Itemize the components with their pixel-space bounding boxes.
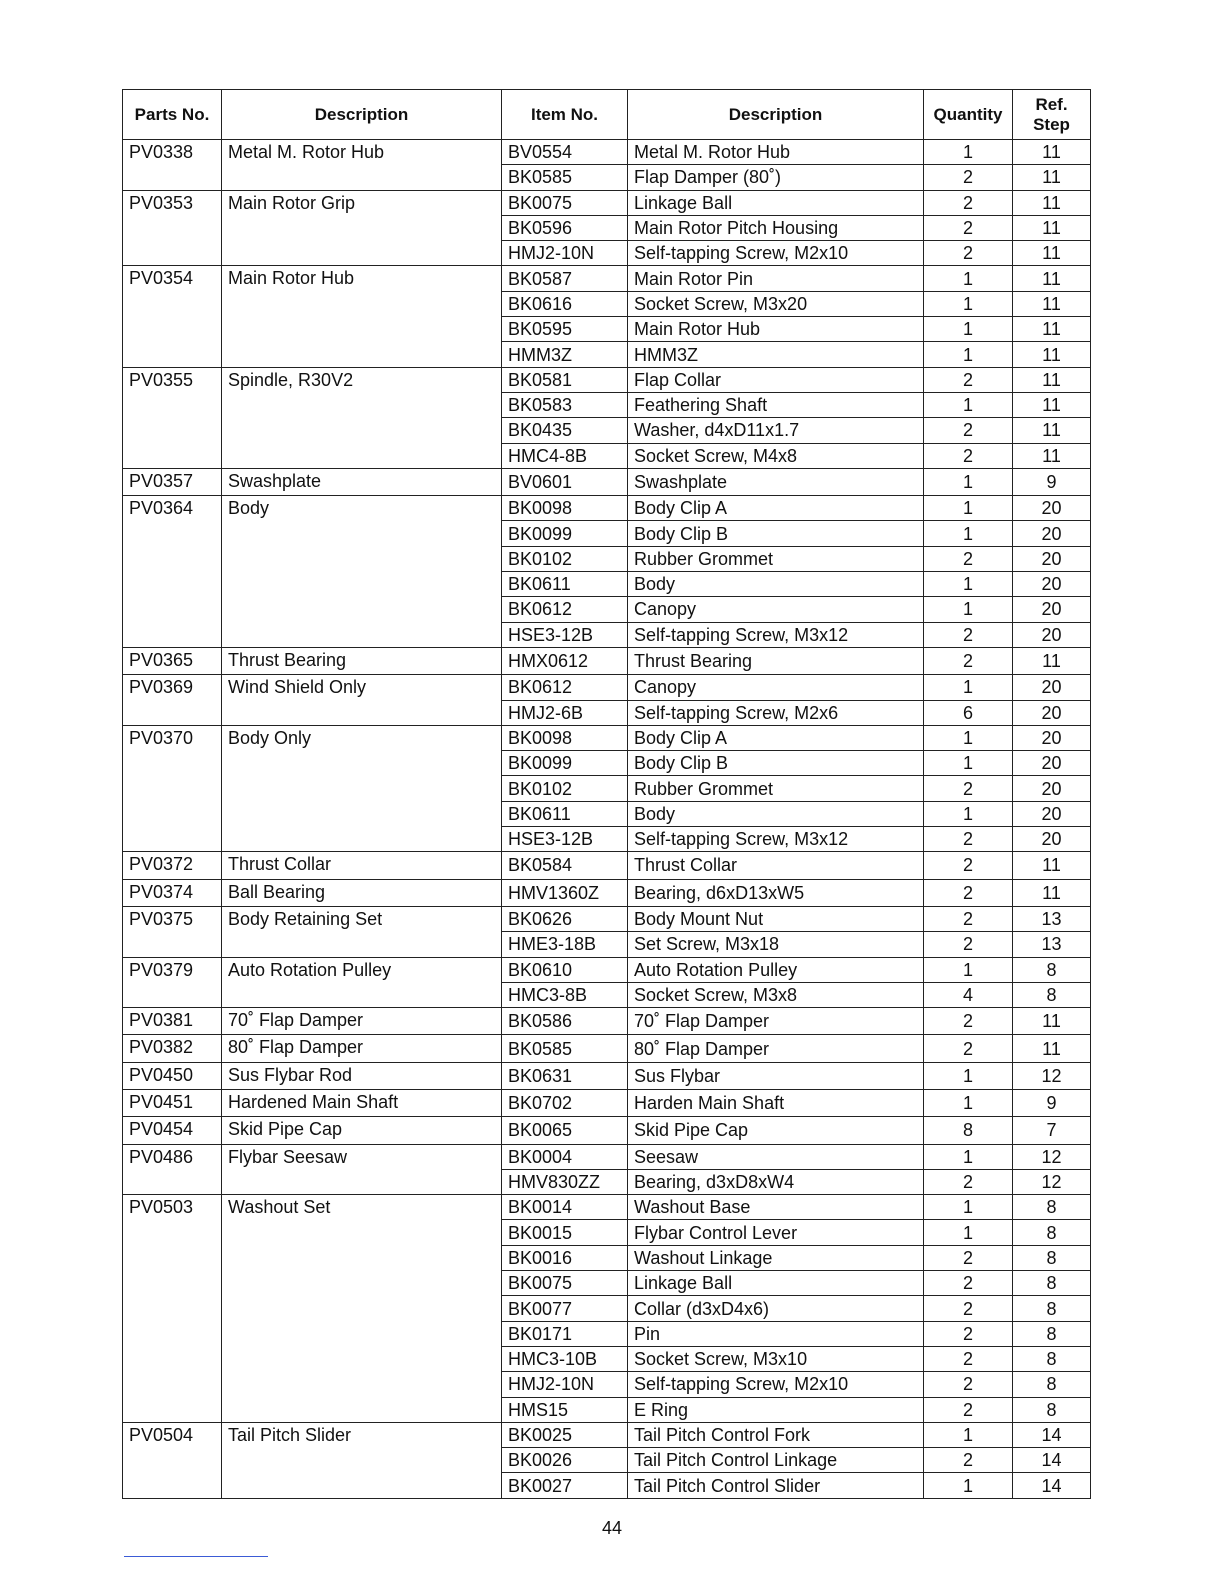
quantity-cell: 2 xyxy=(924,1321,1013,1346)
quantity-cell: 2 xyxy=(924,906,1013,931)
part-description-cell: Ball Bearing xyxy=(222,879,502,906)
ref-step-cell: 11 xyxy=(1013,1008,1091,1035)
ref-step-cell: 9 xyxy=(1013,468,1091,495)
ref-step-cell: 11 xyxy=(1013,1035,1091,1062)
quantity-cell: 1 xyxy=(924,572,1013,597)
item-no-cell: HMJ2-10N xyxy=(502,1372,628,1397)
item-no-cell: BK0702 xyxy=(502,1089,628,1116)
item-description-cell: Self-tapping Screw, M3x12 xyxy=(628,622,924,647)
table-row xyxy=(123,1062,1091,1089)
parts-no-cell: PV0372 xyxy=(123,852,222,879)
header-description: Description xyxy=(222,90,502,140)
parts-no-cell: PV0365 xyxy=(123,647,222,674)
header-item-description: Description xyxy=(628,90,924,140)
ref-step-cell: 11 xyxy=(1013,140,1091,165)
item-description-cell: Linkage Ball xyxy=(628,1271,924,1296)
parts-no-cell: PV0375 xyxy=(123,906,222,957)
part-description-cell: 80˚ Flap Damper xyxy=(222,1035,502,1062)
quantity-cell: 1 xyxy=(924,291,1013,316)
item-description-cell: Bearing, d6xD13xW5 xyxy=(628,879,924,906)
part-description-cell: Swashplate xyxy=(222,468,502,495)
parts-no-cell: PV0354 xyxy=(123,266,222,367)
parts-no-cell: PV0355 xyxy=(123,367,222,468)
ref-step-cell: 20 xyxy=(1013,546,1091,571)
ref-step-cell: 8 xyxy=(1013,1296,1091,1321)
item-no-cell: BK0631 xyxy=(502,1062,628,1089)
quantity-cell: 2 xyxy=(924,1169,1013,1194)
ref-step-cell: 14 xyxy=(1013,1448,1091,1473)
item-no-cell: HMX0612 xyxy=(502,647,628,674)
quantity-cell: 4 xyxy=(924,982,1013,1007)
table-row xyxy=(123,266,1091,291)
ref-step-cell: 8 xyxy=(1013,1346,1091,1371)
item-no-cell: BV0601 xyxy=(502,468,628,495)
ref-step-cell: 11 xyxy=(1013,647,1091,674)
parts-no-cell: PV0486 xyxy=(123,1144,222,1195)
quantity-cell: 1 xyxy=(924,1144,1013,1169)
item-description-cell: Washout Base xyxy=(628,1195,924,1220)
header-parts-no: Parts No. xyxy=(123,90,222,140)
ref-step-cell: 11 xyxy=(1013,879,1091,906)
item-description-cell: 80˚ Flap Damper xyxy=(628,1035,924,1062)
item-no-cell: BK0075 xyxy=(502,1271,628,1296)
quantity-cell: 2 xyxy=(924,1448,1013,1473)
item-description-cell: HMM3Z xyxy=(628,342,924,367)
item-no-cell: HMC3-10B xyxy=(502,1346,628,1371)
ref-step-cell: 11 xyxy=(1013,443,1091,468)
ref-step-cell: 11 xyxy=(1013,852,1091,879)
quantity-cell: 1 xyxy=(924,725,1013,750)
ref-step-cell: 8 xyxy=(1013,1271,1091,1296)
item-no-cell: HSE3-12B xyxy=(502,622,628,647)
header-ref-step-line1: Ref. xyxy=(1035,94,1068,114)
ref-step-cell: 7 xyxy=(1013,1117,1091,1144)
item-description-cell: Sus Flybar xyxy=(628,1062,924,1089)
item-no-cell: BK0098 xyxy=(502,496,628,521)
item-description-cell: Canopy xyxy=(628,675,924,700)
ref-step-cell: 20 xyxy=(1013,622,1091,647)
quantity-cell: 8 xyxy=(924,1117,1013,1144)
parts-no-cell: PV0370 xyxy=(123,725,222,851)
parts-no-cell: PV0381 xyxy=(123,1008,222,1035)
item-no-cell: BK0026 xyxy=(502,1448,628,1473)
ref-step-cell: 8 xyxy=(1013,1372,1091,1397)
ref-step-cell: 8 xyxy=(1013,1195,1091,1220)
item-description-cell: Main Rotor Pin xyxy=(628,266,924,291)
item-description-cell: Main Rotor Pitch Housing xyxy=(628,215,924,240)
ref-step-cell: 14 xyxy=(1013,1473,1091,1498)
item-no-cell: BK0099 xyxy=(502,521,628,546)
item-no-cell: BK0027 xyxy=(502,1473,628,1498)
quantity-cell: 2 xyxy=(924,215,1013,240)
item-no-cell: BK0014 xyxy=(502,1195,628,1220)
item-description-cell: Socket Screw, M3x8 xyxy=(628,982,924,1007)
part-description-cell: Body xyxy=(222,496,502,648)
ref-step-cell: 8 xyxy=(1013,1321,1091,1346)
item-description-cell: Harden Main Shaft xyxy=(628,1089,924,1116)
parts-no-cell: PV0451 xyxy=(123,1089,222,1116)
ref-step-cell: 12 xyxy=(1013,1144,1091,1169)
quantity-cell: 1 xyxy=(924,1089,1013,1116)
ref-step-cell: 11 xyxy=(1013,317,1091,342)
header-ref-step-line2: Step xyxy=(1033,114,1070,134)
table-row xyxy=(123,647,1091,674)
table-header xyxy=(123,90,1091,140)
item-no-cell: BK0025 xyxy=(502,1422,628,1447)
ref-step-cell: 20 xyxy=(1013,496,1091,521)
item-description-cell: Body Mount Nut xyxy=(628,906,924,931)
quantity-cell: 1 xyxy=(924,675,1013,700)
quantity-cell: 2 xyxy=(924,827,1013,852)
table-row xyxy=(123,1035,1091,1062)
quantity-cell: 2 xyxy=(924,879,1013,906)
item-description-cell: Rubber Grommet xyxy=(628,776,924,801)
item-no-cell: HMV1360Z xyxy=(502,879,628,906)
item-description-cell: Self-tapping Screw, M2x10 xyxy=(628,1372,924,1397)
header-ref-step xyxy=(1013,90,1091,140)
item-description-cell: Canopy xyxy=(628,597,924,622)
ref-step-cell: 20 xyxy=(1013,725,1091,750)
ref-step-cell: 11 xyxy=(1013,342,1091,367)
quantity-cell: 2 xyxy=(924,852,1013,879)
item-description-cell: Body Clip B xyxy=(628,521,924,546)
ref-step-cell: 12 xyxy=(1013,1062,1091,1089)
item-description-cell: Thrust Collar xyxy=(628,852,924,879)
item-no-cell: HME3-18B xyxy=(502,932,628,957)
quantity-cell: 1 xyxy=(924,392,1013,417)
item-no-cell: BK0612 xyxy=(502,597,628,622)
quantity-cell: 6 xyxy=(924,700,1013,725)
quantity-cell: 2 xyxy=(924,1271,1013,1296)
table-row xyxy=(123,1195,1091,1220)
quantity-cell: 2 xyxy=(924,190,1013,215)
ref-step-cell: 20 xyxy=(1013,776,1091,801)
part-description-cell: Tail Pitch Slider xyxy=(222,1422,502,1498)
parts-no-cell: PV0374 xyxy=(123,879,222,906)
table-row xyxy=(123,957,1091,982)
quantity-cell: 2 xyxy=(924,367,1013,392)
item-no-cell: BK0585 xyxy=(502,165,628,190)
quantity-cell: 1 xyxy=(924,342,1013,367)
item-no-cell: HMS15 xyxy=(502,1397,628,1422)
ref-step-cell: 11 xyxy=(1013,215,1091,240)
item-no-cell: BK0077 xyxy=(502,1296,628,1321)
item-no-cell: BK0581 xyxy=(502,367,628,392)
part-description-cell: Sus Flybar Rod xyxy=(222,1062,502,1089)
item-description-cell: Metal M. Rotor Hub xyxy=(628,140,924,165)
part-description-cell: Body Only xyxy=(222,725,502,851)
item-description-cell: Skid Pipe Cap xyxy=(628,1117,924,1144)
item-description-cell: Body Clip A xyxy=(628,725,924,750)
item-no-cell: BK0075 xyxy=(502,190,628,215)
item-no-cell: BK0016 xyxy=(502,1245,628,1270)
ref-step-cell: 8 xyxy=(1013,982,1091,1007)
ref-step-cell: 11 xyxy=(1013,392,1091,417)
item-no-cell: BK0583 xyxy=(502,392,628,417)
ref-step-cell: 8 xyxy=(1013,957,1091,982)
item-description-cell: Pin xyxy=(628,1321,924,1346)
quantity-cell: 1 xyxy=(924,801,1013,826)
item-description-cell: Rubber Grommet xyxy=(628,546,924,571)
item-no-cell: BK0610 xyxy=(502,957,628,982)
item-no-cell: BK0102 xyxy=(502,776,628,801)
item-no-cell: HMJ2-10N xyxy=(502,241,628,266)
item-description-cell: Tail Pitch Control Linkage xyxy=(628,1448,924,1473)
ref-step-cell: 8 xyxy=(1013,1397,1091,1422)
table-body xyxy=(123,140,1091,1499)
quantity-cell: 1 xyxy=(924,140,1013,165)
parts-no-cell: PV0364 xyxy=(123,496,222,648)
quantity-cell: 2 xyxy=(924,418,1013,443)
item-description-cell: Main Rotor Hub xyxy=(628,317,924,342)
item-no-cell: HMM3Z xyxy=(502,342,628,367)
part-description-cell: Metal M. Rotor Hub xyxy=(222,140,502,191)
item-description-cell: Feathering Shaft xyxy=(628,392,924,417)
ref-step-cell: 8 xyxy=(1013,1245,1091,1270)
item-description-cell: Body Clip A xyxy=(628,496,924,521)
parts-no-cell: PV0454 xyxy=(123,1117,222,1144)
quantity-cell: 2 xyxy=(924,1397,1013,1422)
part-description-cell: 70˚ Flap Damper xyxy=(222,1008,502,1035)
quantity-cell: 1 xyxy=(924,1473,1013,1498)
item-no-cell: BK0612 xyxy=(502,675,628,700)
quantity-cell: 2 xyxy=(924,546,1013,571)
quantity-cell: 2 xyxy=(924,647,1013,674)
item-description-cell: Body xyxy=(628,801,924,826)
item-description-cell: Flap Damper (80˚) xyxy=(628,165,924,190)
table-row xyxy=(123,906,1091,931)
item-no-cell: BK0102 xyxy=(502,546,628,571)
parts-no-cell: PV0379 xyxy=(123,957,222,1008)
quantity-cell: 1 xyxy=(924,1422,1013,1447)
table-row xyxy=(123,1008,1091,1035)
quantity-cell: 2 xyxy=(924,1035,1013,1062)
quantity-cell: 1 xyxy=(924,521,1013,546)
quantity-cell: 1 xyxy=(924,751,1013,776)
header-item-no: Item No. xyxy=(502,90,628,140)
quantity-cell: 2 xyxy=(924,1296,1013,1321)
ref-step-cell: 11 xyxy=(1013,190,1091,215)
item-no-cell: BK0435 xyxy=(502,418,628,443)
header-quantity: Quantity xyxy=(924,90,1013,140)
part-description-cell: Hardened Main Shaft xyxy=(222,1089,502,1116)
table-row xyxy=(123,725,1091,750)
ref-step-cell: 11 xyxy=(1013,165,1091,190)
ref-step-cell: 20 xyxy=(1013,675,1091,700)
part-description-cell: Spindle, R30V2 xyxy=(222,367,502,468)
ref-step-cell: 13 xyxy=(1013,932,1091,957)
item-no-cell: BK0616 xyxy=(502,291,628,316)
item-description-cell: Washout Linkage xyxy=(628,1245,924,1270)
quantity-cell: 2 xyxy=(924,622,1013,647)
item-description-cell: E Ring xyxy=(628,1397,924,1422)
item-description-cell: Self-tapping Screw, M2x6 xyxy=(628,700,924,725)
item-no-cell: BK0611 xyxy=(502,572,628,597)
ref-step-cell: 13 xyxy=(1013,906,1091,931)
parts-no-cell: PV0503 xyxy=(123,1195,222,1423)
parts-no-cell: PV0353 xyxy=(123,190,222,266)
item-no-cell: BK0596 xyxy=(502,215,628,240)
ref-step-cell: 20 xyxy=(1013,700,1091,725)
quantity-cell: 1 xyxy=(924,317,1013,342)
part-description-cell: Thrust Collar xyxy=(222,852,502,879)
item-no-cell: HMC3-8B xyxy=(502,982,628,1007)
item-description-cell: Flybar Control Lever xyxy=(628,1220,924,1245)
item-no-cell: BK0585 xyxy=(502,1035,628,1062)
item-description-cell: Collar (d3xD4x6) xyxy=(628,1296,924,1321)
item-no-cell: BK0099 xyxy=(502,751,628,776)
quantity-cell: 1 xyxy=(924,1195,1013,1220)
item-description-cell: Washer, d4xD11x1.7 xyxy=(628,418,924,443)
quantity-cell: 2 xyxy=(924,443,1013,468)
item-description-cell: Thrust Bearing xyxy=(628,647,924,674)
item-description-cell: Auto Rotation Pulley xyxy=(628,957,924,982)
item-description-cell: Socket Screw, M3x10 xyxy=(628,1346,924,1371)
item-description-cell: Swashplate xyxy=(628,468,924,495)
item-no-cell: HSE3-12B xyxy=(502,827,628,852)
ref-step-cell: 11 xyxy=(1013,367,1091,392)
item-description-cell: Seesaw xyxy=(628,1144,924,1169)
quantity-cell: 1 xyxy=(924,496,1013,521)
item-description-cell: Set Screw, M3x18 xyxy=(628,932,924,957)
quantity-cell: 1 xyxy=(924,957,1013,982)
table-row xyxy=(123,1117,1091,1144)
part-description-cell: Main Rotor Grip xyxy=(222,190,502,266)
item-no-cell: BK0587 xyxy=(502,266,628,291)
quantity-cell: 1 xyxy=(924,1220,1013,1245)
quantity-cell: 2 xyxy=(924,165,1013,190)
quantity-cell: 2 xyxy=(924,1008,1013,1035)
part-description-cell: Body Retaining Set xyxy=(222,906,502,957)
ref-step-cell: 20 xyxy=(1013,801,1091,826)
table-row xyxy=(123,879,1091,906)
part-description-cell: Flybar Seesaw xyxy=(222,1144,502,1195)
part-description-cell: Main Rotor Hub xyxy=(222,266,502,367)
parts-no-cell: PV0369 xyxy=(123,675,222,726)
table-row xyxy=(123,190,1091,215)
parts-no-cell: PV0357 xyxy=(123,468,222,495)
item-description-cell: Tail Pitch Control Fork xyxy=(628,1422,924,1447)
part-description-cell: Wind Shield Only xyxy=(222,675,502,726)
quantity-cell: 2 xyxy=(924,932,1013,957)
ref-step-cell: 20 xyxy=(1013,521,1091,546)
item-description-cell: Socket Screw, M3x20 xyxy=(628,291,924,316)
item-no-cell: HMV830ZZ xyxy=(502,1169,628,1194)
item-description-cell: Flap Collar xyxy=(628,367,924,392)
table-row xyxy=(123,468,1091,495)
ref-step-cell: 14 xyxy=(1013,1422,1091,1447)
item-no-cell: HMC4-8B xyxy=(502,443,628,468)
ref-step-cell: 8 xyxy=(1013,1220,1091,1245)
item-description-cell: Body xyxy=(628,572,924,597)
quantity-cell: 1 xyxy=(924,1062,1013,1089)
header-row xyxy=(123,90,1091,140)
ref-step-cell: 11 xyxy=(1013,291,1091,316)
item-no-cell: BK0098 xyxy=(502,725,628,750)
ref-step-cell: 11 xyxy=(1013,418,1091,443)
item-no-cell: BK0584 xyxy=(502,852,628,879)
quantity-cell: 1 xyxy=(924,468,1013,495)
part-description-cell: Washout Set xyxy=(222,1195,502,1423)
parts-no-cell: PV0338 xyxy=(123,140,222,191)
ref-step-cell: 20 xyxy=(1013,572,1091,597)
table-row xyxy=(123,140,1091,165)
item-description-cell: Self-tapping Screw, M2x10 xyxy=(628,241,924,266)
ref-step-cell: 20 xyxy=(1013,827,1091,852)
item-no-cell: BK0595 xyxy=(502,317,628,342)
part-description-cell: Skid Pipe Cap xyxy=(222,1117,502,1144)
item-no-cell: BK0004 xyxy=(502,1144,628,1169)
ref-step-cell: 12 xyxy=(1013,1169,1091,1194)
item-description-cell: 70˚ Flap Damper xyxy=(628,1008,924,1035)
table-row xyxy=(123,1422,1091,1447)
parts-no-cell: PV0450 xyxy=(123,1062,222,1089)
ref-step-cell: 20 xyxy=(1013,751,1091,776)
part-description-cell: Thrust Bearing xyxy=(222,647,502,674)
item-no-cell: HMJ2-6B xyxy=(502,700,628,725)
item-no-cell: BK0586 xyxy=(502,1008,628,1035)
ref-step-cell: 20 xyxy=(1013,597,1091,622)
table-row xyxy=(123,1144,1091,1169)
item-description-cell: Socket Screw, M4x8 xyxy=(628,443,924,468)
quantity-cell: 2 xyxy=(924,1346,1013,1371)
item-description-cell: Self-tapping Screw, M3x12 xyxy=(628,827,924,852)
table-row xyxy=(123,852,1091,879)
item-description-cell: Bearing, d3xD8xW4 xyxy=(628,1169,924,1194)
ref-step-cell: 11 xyxy=(1013,241,1091,266)
parts-no-cell: PV0504 xyxy=(123,1422,222,1498)
item-description-cell: Body Clip B xyxy=(628,751,924,776)
ref-step-cell: 11 xyxy=(1013,266,1091,291)
table-row xyxy=(123,675,1091,700)
quantity-cell: 2 xyxy=(924,776,1013,801)
ref-step-cell: 9 xyxy=(1013,1089,1091,1116)
item-no-cell: BK0065 xyxy=(502,1117,628,1144)
parts-table xyxy=(122,89,1091,1499)
item-description-cell: Tail Pitch Control Slider xyxy=(628,1473,924,1498)
parts-no-cell: PV0382 xyxy=(123,1035,222,1062)
table-row xyxy=(123,496,1091,521)
item-description-cell: Linkage Ball xyxy=(628,190,924,215)
quantity-cell: 1 xyxy=(924,266,1013,291)
table-row xyxy=(123,367,1091,392)
quantity-cell: 2 xyxy=(924,1245,1013,1270)
item-no-cell: BK0171 xyxy=(502,1321,628,1346)
table-row xyxy=(123,1089,1091,1116)
item-no-cell: BK0015 xyxy=(502,1220,628,1245)
item-no-cell: BK0611 xyxy=(502,801,628,826)
quantity-cell: 2 xyxy=(924,241,1013,266)
page-number: 44 xyxy=(601,1518,623,1538)
footer-rule xyxy=(124,1556,268,1557)
quantity-cell: 2 xyxy=(924,1372,1013,1397)
part-description-cell: Auto Rotation Pulley xyxy=(222,957,502,1008)
item-no-cell: BK0626 xyxy=(502,906,628,931)
quantity-cell: 1 xyxy=(924,597,1013,622)
item-no-cell: BV0554 xyxy=(502,140,628,165)
